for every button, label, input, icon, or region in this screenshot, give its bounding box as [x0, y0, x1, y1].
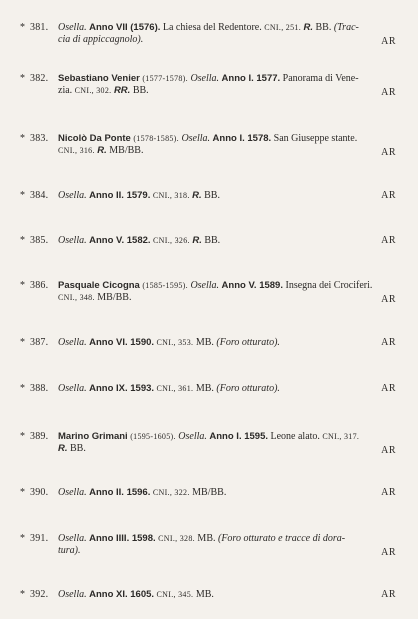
star-marker: * [20, 533, 25, 544]
entry-line-1: Marino Grimani (1595-1605). Osella. Anno I. 1595. Leone alato. CNI., 317. [58, 431, 360, 442]
catalogue-entry-387 [0, 337, 418, 351]
star-marker: * [20, 589, 25, 600]
catalogue-entry-388 [0, 383, 418, 397]
metal-code: AR [381, 337, 396, 348]
entry-line-2: zia. CNI., 302. RR. BB. [58, 85, 149, 96]
lot-number: 385. [30, 235, 49, 246]
metal-code: AR [381, 589, 396, 600]
lot-number: 382. [30, 73, 49, 84]
star-marker: * [20, 280, 25, 291]
lot-number: 384. [30, 190, 49, 201]
star-marker: * [20, 431, 25, 442]
lot-number: 390. [30, 487, 49, 498]
catalogue-entry-389 [0, 431, 418, 457]
entry-line-2: CNI., 316. R. MB/BB. [58, 145, 144, 156]
entry-line-1: Osella. Anno XI. 1605. CNI., 345. MB. [58, 589, 214, 600]
catalogue-entry-385 [0, 235, 418, 249]
catalogue-entry-381 [0, 22, 418, 48]
metal-code: AR [381, 87, 396, 98]
metal-code: AR [381, 190, 396, 201]
star-marker: * [20, 383, 25, 394]
lot-number: 381. [30, 22, 49, 33]
catalogue-entry-390 [0, 487, 418, 501]
entry-line-2: R. BB. [58, 443, 86, 454]
lot-number: 383. [30, 133, 49, 144]
lot-number: 391. [30, 533, 49, 544]
entry-line-1: Osella. Anno IX. 1593. CNI., 361. MB. (Foro otturato). [58, 383, 280, 394]
star-marker: * [20, 22, 25, 33]
catalogue-entry-391 [0, 533, 418, 559]
metal-code: AR [381, 383, 396, 394]
entry-line-2: tura). [58, 545, 81, 556]
star-marker: * [20, 487, 25, 498]
lot-number: 386. [30, 280, 49, 291]
catalogue-entry-392 [0, 589, 418, 603]
entry-line-2: cia di appiccagnolo). [58, 34, 144, 45]
entry-line-1: Osella. Anno II. 1579. CNI., 318. R. BB. [58, 190, 220, 201]
metal-code: AR [381, 487, 396, 498]
star-marker: * [20, 73, 25, 84]
metal-code: AR [381, 36, 396, 47]
lot-number: 387. [30, 337, 49, 348]
star-marker: * [20, 337, 25, 348]
entry-line-1: Pasquale Cicogna (1585-1595). Osella. Anno V. 1589. Insegna dei Crociferi. [58, 280, 373, 291]
star-marker: * [20, 133, 25, 144]
star-marker: * [20, 235, 25, 246]
entry-line-1: Osella. Anno II. 1596. CNI., 322. MB/BB. [58, 487, 227, 498]
catalogue-entry-386 [0, 280, 418, 306]
star-marker: * [20, 190, 25, 201]
entry-line-1: Nicolò Da Ponte (1578-1585). Osella. Anno I. 1578. San Giuseppe stante. [58, 133, 358, 144]
metal-code: AR [381, 445, 396, 456]
lot-number: 392. [30, 589, 49, 600]
metal-code: AR [381, 235, 396, 246]
catalogue-entry-383 [0, 133, 418, 159]
lot-number: 389. [30, 431, 49, 442]
lot-number: 388. [30, 383, 49, 394]
metal-code: AR [381, 547, 396, 558]
entry-line-2: CNI., 348. MB/BB. [58, 292, 132, 303]
entry-line-1: Osella. Anno VI. 1590. CNI., 353. MB. (Foro otturato). [58, 337, 280, 348]
metal-code: AR [381, 294, 396, 305]
entry-line-1: Osella. Anno V. 1582. CNI., 326. R. BB. [58, 235, 221, 246]
catalogue-entry-382 [0, 73, 418, 99]
metal-code: AR [381, 147, 396, 158]
entry-line-1: Osella. Anno VII (1576). La chiesa del Redentore. CNI., 251. R. BB. (Trac- [58, 22, 359, 33]
entry-line-1: Sebastiano Venier (1577-1578). Osella. Anno I. 1577. Panorama di Vene- [58, 73, 359, 84]
entry-line-1: Osella. Anno IIII. 1598. CNI., 328. MB. (Foro otturato e tracce di dora- [58, 533, 346, 544]
catalogue-entry-384 [0, 190, 418, 204]
